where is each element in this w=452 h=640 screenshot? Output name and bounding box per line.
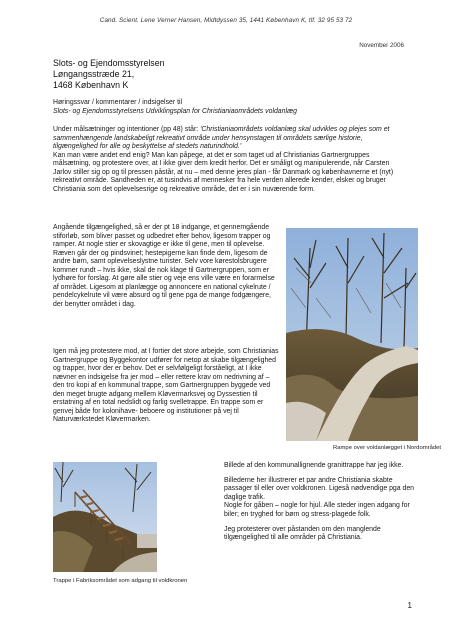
photo-stairs-fabriksomraadet [53, 462, 157, 572]
reference-line-2: Slots- og Ejendomsstyrelsens Udviklingsplan for Christianiaområdets voldanlæg [53, 107, 297, 115]
access-paragraph: Angående tilgængelighed, så er der pt 18 indgange, et gennemgående stiforløb, som bliver passet og udbedret efter behov, ligesom trapper og ramper. At nogle stier er skovagtige er ikke til gene, men til oplevelse. Ræven går der og pindsvinet; hestepigerne kan finde dem, ligesom de andre børn, samt oplevelseslystne turister. Selv vore kørestolsbrugere kommer rundt – hvis ikke, skal de nok klage til Gartnergruppen, som er lydhøre for forslag. At gøre alle stier og veje ens ville være en forarmelse af området. Ligesom at planlægge og annoncere en national cykelrute / pendelcykelrute vil være absurd og til gene pga de mange fodgængere, der benytter området i dag. [53, 224, 275, 308]
intro-rest: Kan man være andet end enig? Man kan påpege, at det er som taget ud af Christianias Gartnergruppes målsætning, og protestere over, at I ikke giver dem kredit herfor. Det er småligt og manipulerende, når Carsten Jarlov stiller sig op og til pressen påstår, at nu – med denne jeres plan - får Danmark og københavnerne et (nyt) rekreativt område. Sandheden er, at tusindvis af mennesker fra hele verden allerede kender, elsker og bruger Christiania som det oplevelsesrige og rekreative område, det er i sin nuværende form. [53, 151, 394, 193]
recipient-line-1: Slots- og Ejendomsstyrelsen [53, 58, 165, 68]
right-column-text [224, 462, 414, 549]
recipient-line-3: 1468 København K [53, 80, 129, 90]
page-number: 1 [407, 601, 412, 610]
caption-ramp: Rampe over voldanlægget i Nordområdet [333, 445, 442, 451]
photo-stairs-image [53, 462, 157, 572]
photo-ramp-image [286, 228, 418, 441]
right-paragraph-3: Nogle for gåben – nogle for hjul. Alle steder ingen adgang for biler; en tryghed for børn og stress-plagede folk. [224, 502, 410, 518]
letterhead: Cand. Scient. Lene Verner Hansen, Midtdyssen 35, 1441 København K, tlf. 32 95 53 72 [99, 17, 353, 24]
protest-paragraph: Igen må jeg protestere mod, at I fortier det store arbejde, som Christianias Gartnergruppe og Byggekontor udfører for netop at skabe tilgængelighed og trapper, hvor der er behov. Det er selvfølgeligt forståeligt, at I ikke nævner en indsigelse fra jer mod – eller rettere krav om nedrivning af – den tro kopi af en kommunal trappe, som Gartnergruppen byggede ved den meget brugte adgang mellem Kløvermarksvej og Dyssestien til erstatning af en total nedslidt og farlig svelletrappe. En trappe som er genvej både for kolonihave- beboere og institutioner på vej til Naturværkstedet Kløvermarken. [53, 348, 279, 424]
reference-line-1: Høringssvar / kommentarer / indsigelser til [53, 99, 183, 106]
photo-ramp-nordomraadet [286, 228, 418, 441]
intro-lead: Under målsætninger og intentioner (pp 48) står: [53, 126, 201, 133]
intro-quote: 'Christianiaområdets voldanlæg skal udvikles og plejes som et sammenhængende landskabeligt rekreativt område under hensynstagen til områdets særlige historie, tilgængelighed for alle og beskyttelse af stedets naturindhold.' [53, 126, 390, 151]
subject-reference [53, 99, 297, 116]
right-paragraph-1: Billede af den kommunallignende granittrappe har jeg ikke. [224, 462, 404, 469]
letter-date: November 2006 [359, 42, 404, 49]
intro-paragraph [53, 126, 405, 194]
right-paragraph-4: Jeg protesterer over påstanden om den manglende tilgængelighed til alle områder på Christiania. [224, 525, 381, 542]
recipient-line-2: Løngangsstræde 21, [53, 69, 135, 79]
recipient-address [53, 58, 164, 91]
right-paragraph-2: Billederne her illustrerer et par andre Christiania skabte passager til eller over voldkronen. Ligeså nødvendige pga den daglige trafik. [224, 476, 414, 501]
caption-stairs: Trappe i Fabriksområdet som adgang til voldkronen [53, 578, 188, 584]
